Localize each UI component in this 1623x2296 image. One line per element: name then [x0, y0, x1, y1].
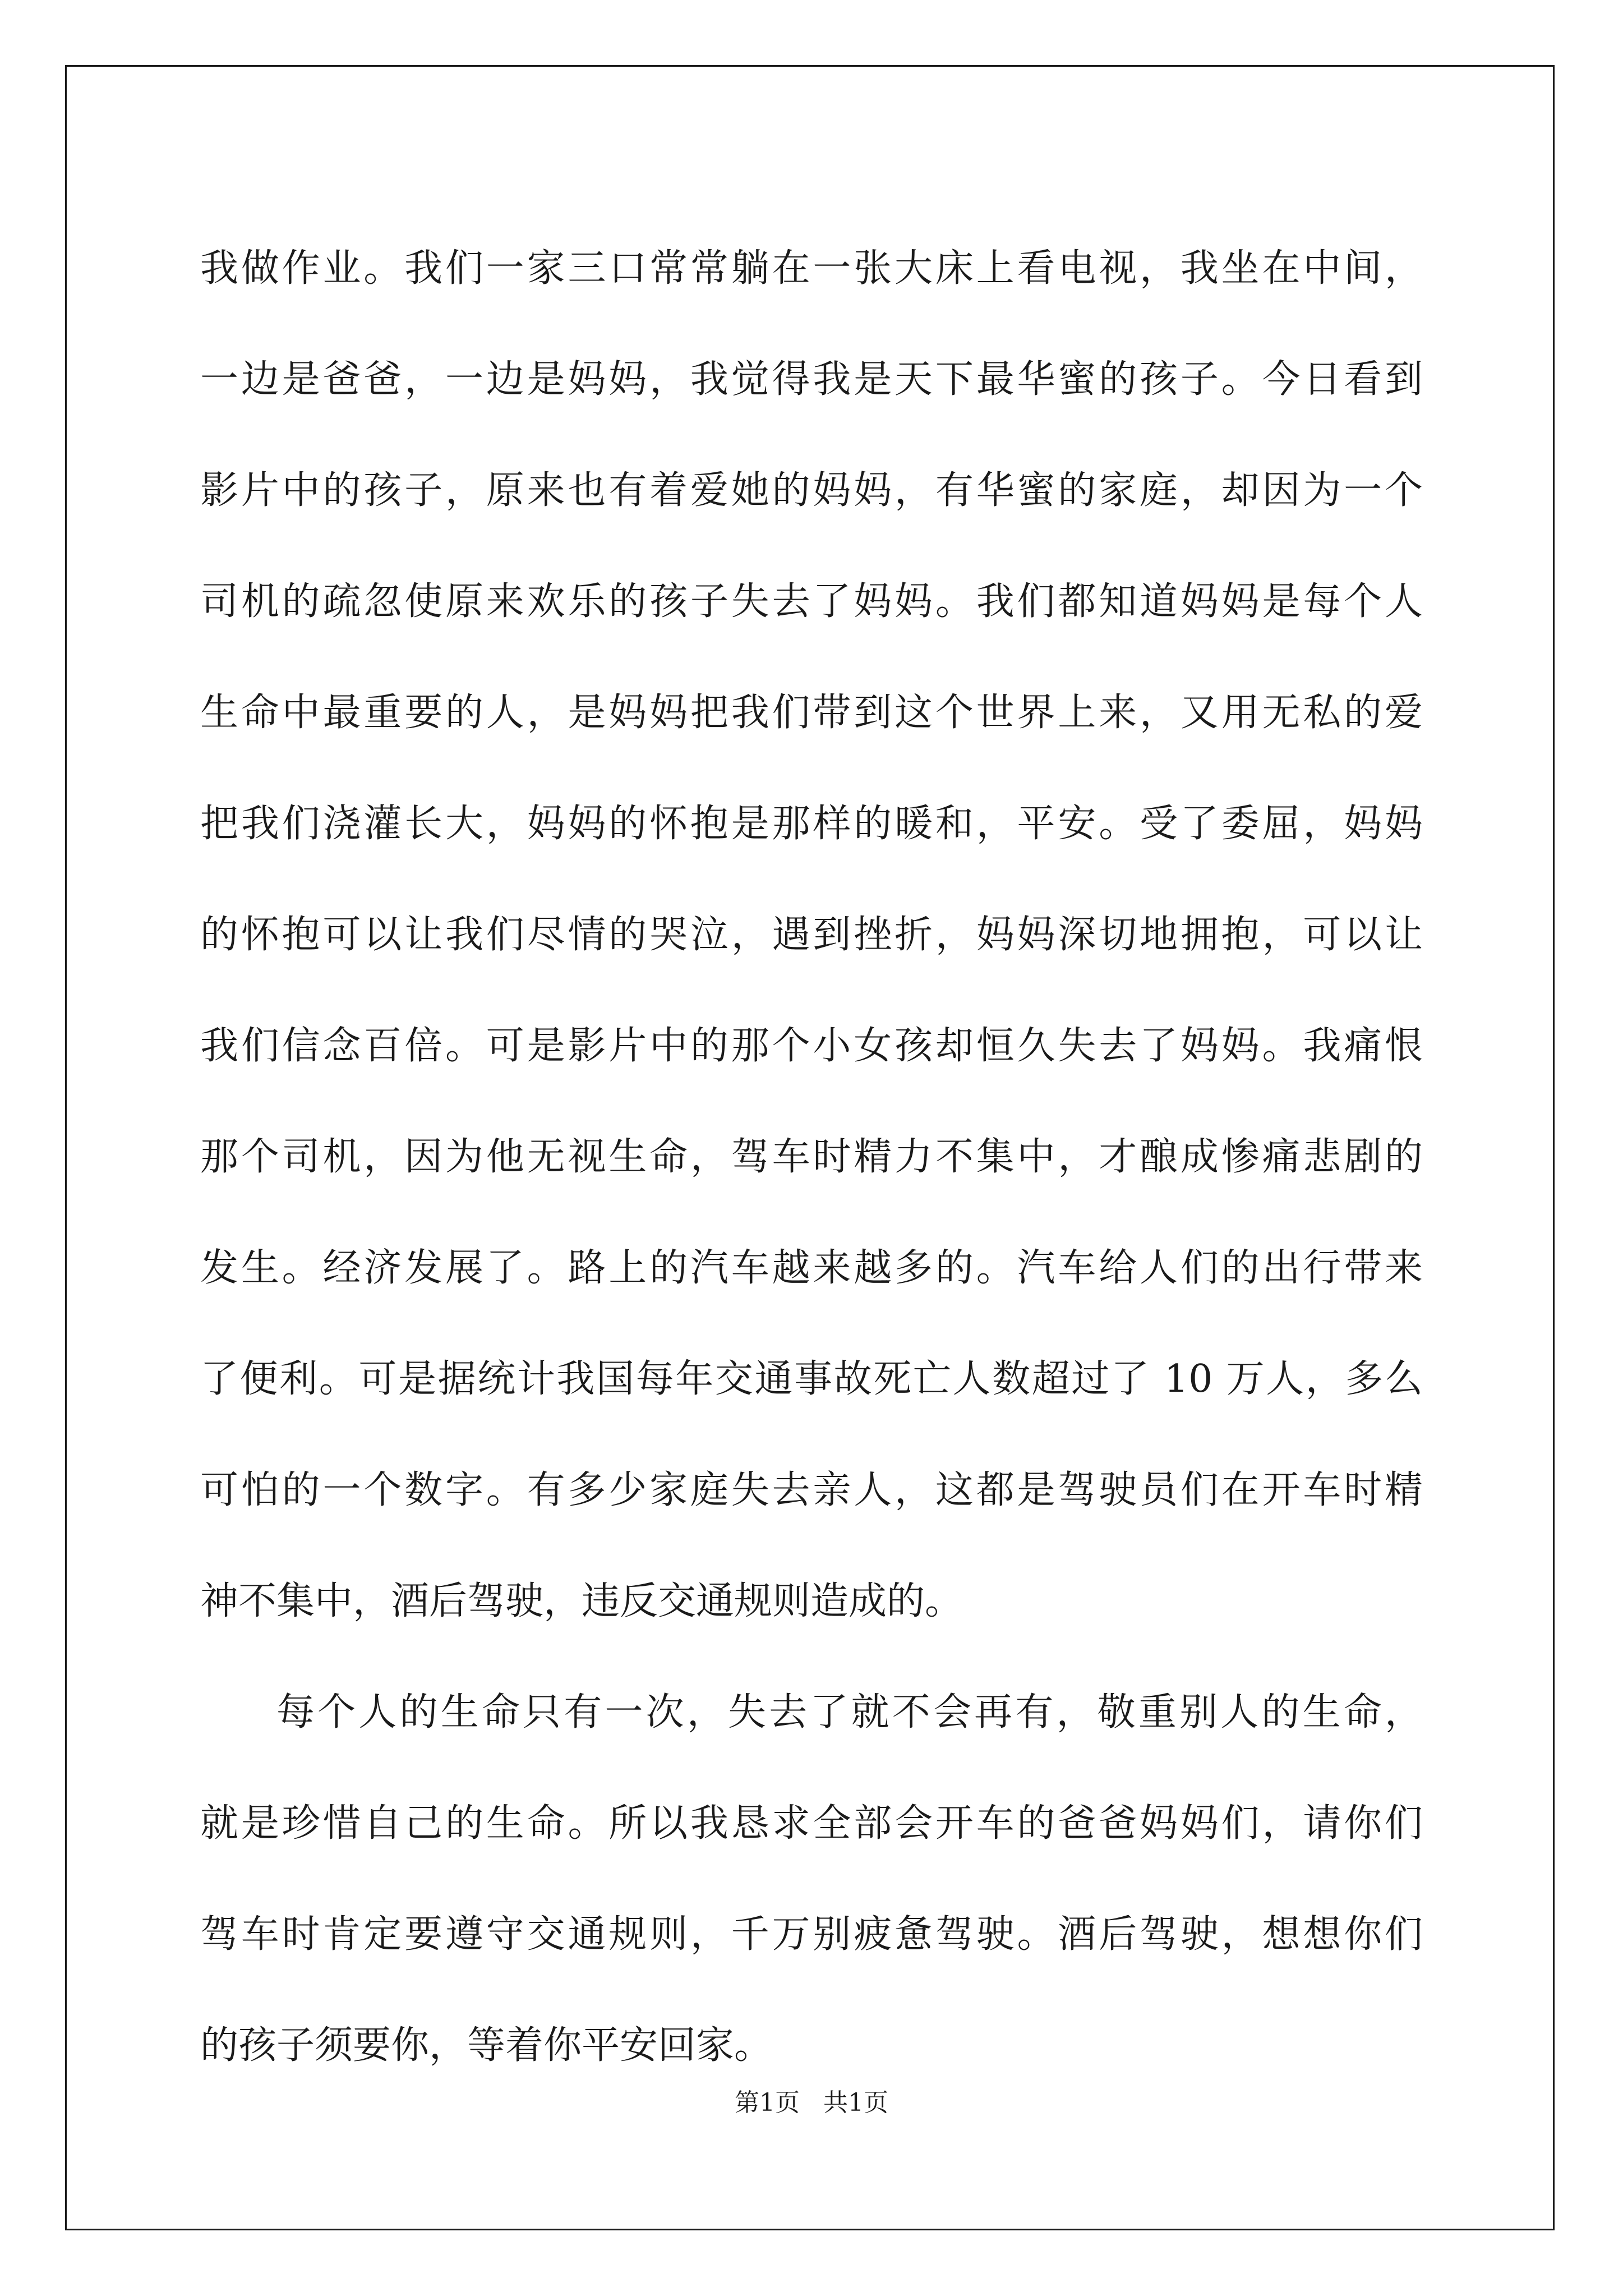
text-line: 神不集中，酒后驾驶，违反交通规则造成的。 [200, 1579, 963, 1623]
text-line: 可怕的一个数字。有多少家庭失去亲人，这都是驾驶员们在开车时精 [200, 1468, 1423, 1512]
page-total: 共1页 [823, 2088, 888, 2117]
text-line: 发生。经济发展了。路上的汽车越来越多的。汽车给人们的出行带来 [200, 1246, 1423, 1290]
text-line-indented: 每个人的生命只有一次，失去了就不会再有，敬重别人的生命， [276, 1690, 1423, 1734]
text-line: 影片中的孩子，原来也有着爱她的妈妈，有华蜜的家庭，却因为一个 [200, 468, 1423, 513]
text-line: 的孩子须要你，等着你平安回家。 [200, 2023, 773, 2068]
text-line: 了便利。可是据统计我国每年交通事故死亡人数超过了 10 万人，多么 [200, 1357, 1423, 1401]
text-line: 生命中最重要的人，是妈妈把我们带到这个世界上来，又用无私的爱 [200, 691, 1423, 735]
text-line: 驾车时肯定要遵守交通规则，千万别疲惫驾驶。酒后驾驶，想想你们 [200, 1912, 1423, 1957]
text-line: 一边是爸爸，一边是妈妈，我觉得我是天下最华蜜的孩子。今日看到 [200, 357, 1423, 402]
text-line: 那个司机，因为他无视生命，驾车时精力不集中，才酿成惨痛悲剧的 [200, 1135, 1423, 1179]
text-line: 的怀抱可以让我们尽情的哭泣，遇到挫折，妈妈深切地拥抱，可以让 [200, 913, 1423, 957]
text-line: 把我们浇灌长大，妈妈的怀抱是那样的暖和，平安。受了委屈，妈妈 [200, 802, 1423, 846]
text-line: 我们信念百倍。可是影片中的那个小女孩却恒久失去了妈妈。我痛恨 [200, 1024, 1423, 1068]
text-line: 司机的疏忽使原来欢乐的孩子失去了妈妈。我们都知道妈妈是每个人 [200, 579, 1423, 624]
page-footer [0, 2082, 1623, 2118]
document-body [200, 213, 1423, 2101]
text-line: 就是珍惜自己的生命。所以我恳求全部会开车的爸爸妈妈们，请你们 [200, 1801, 1423, 1846]
text-line: 我做作业。我们一家三口常常躺在一张大床上看电视，我坐在中间， [200, 246, 1423, 291]
page-number: 第1页 [735, 2088, 800, 2117]
